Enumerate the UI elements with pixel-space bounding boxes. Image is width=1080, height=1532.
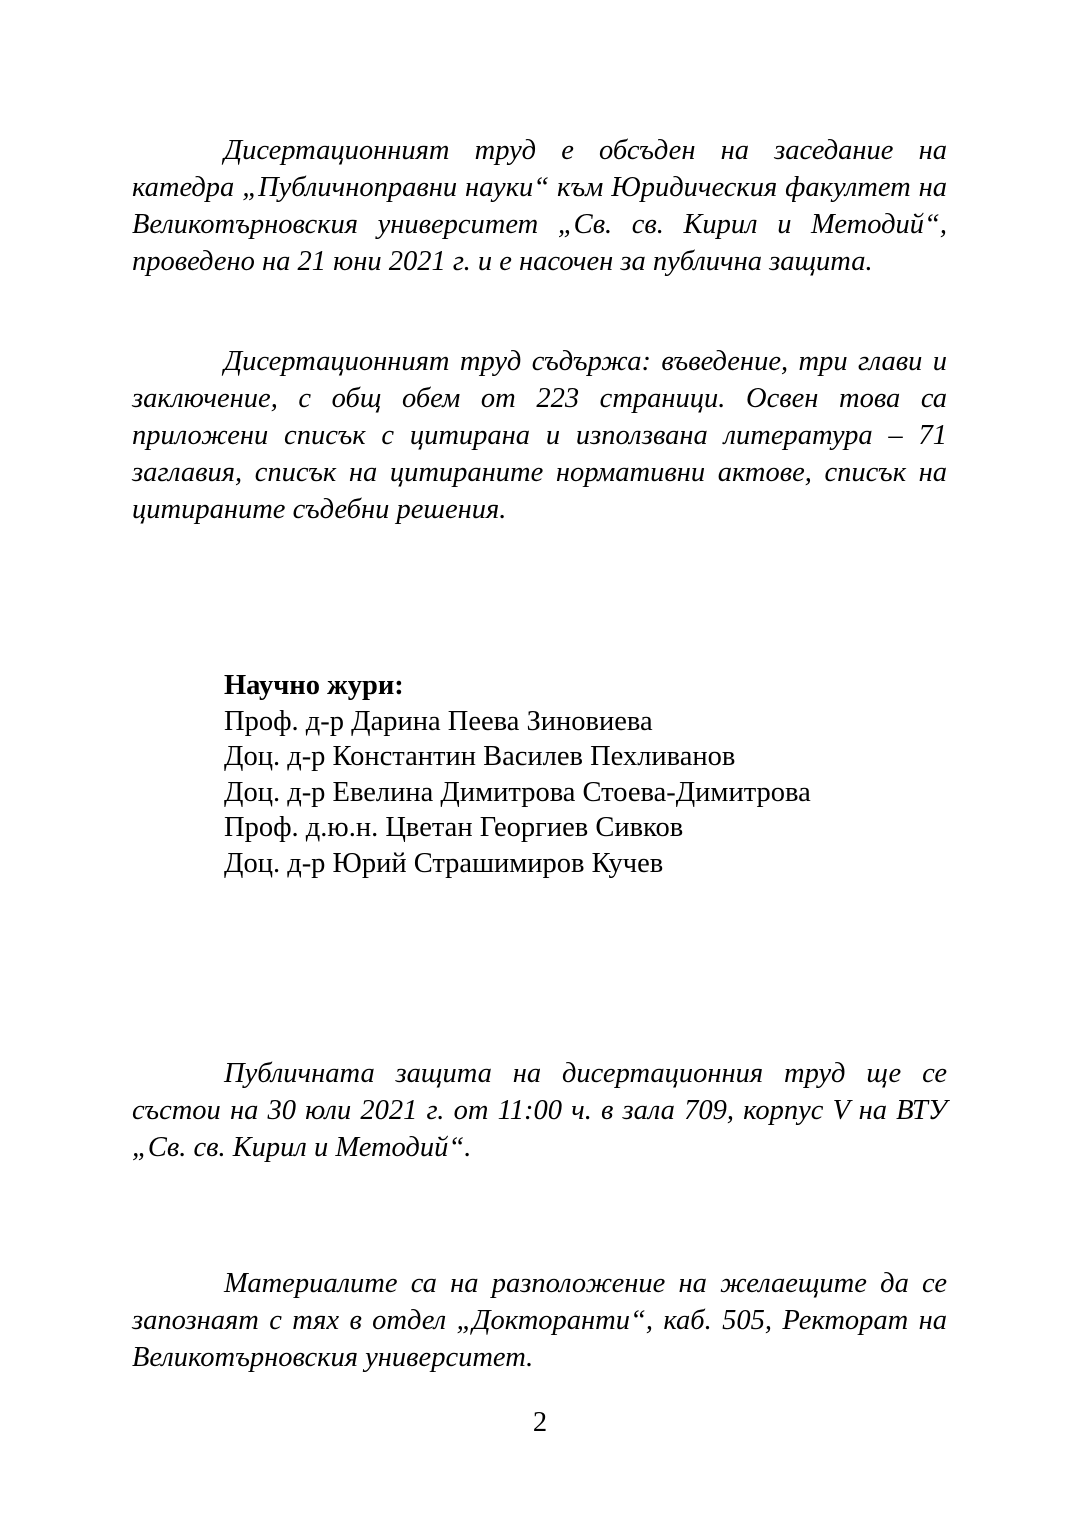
jury-member: Проф. д.ю.н. Цветан Георгиев Сивков [224,812,684,843]
jury-member: Доц. д-р Константин Василев Пехливанов [224,741,736,772]
jury-member: Проф. д-р Дарина Пеева Зиновиева [224,705,653,737]
scientific-jury [224,668,811,881]
contents-paragraph: Дисертационният труд съдържа: въведение, три глави и заключение, с общ обем от 223 страници. Освен това са приложени списък с цитирана и използвана литература – 71 заглавия, списък на цитираните нормативни актове, списък на цитираните съдебни решения. [132,346,947,525]
jury-member: Доц. д-р Евелина Димитрова Стоева-Димитрова [224,776,811,808]
page-number: 2 [532,1407,548,1438]
defense-paragraph: Публичната защита на дисертационния труд ще се състои на 30 юли 2021 г. от 11:00 ч. в зала 709, корпус V на ВТУ „Св. св. Кирил и Методий“. [132,1058,947,1163]
discussion-paragraph: Дисертационният труд е обсъден на заседание на катедра „Публичноправни науки“ към Юридическия факултет на Великотърновския университет „Св. св. Кирил и Методий“, проведено на 21 юни 2021 г. и е насочен за публична защита. [132,135,947,277]
materials-paragraph: Материалите са на разположение на желаещите да се запознаят с тях в отдел „Докторанти“, каб. 505, Ректорат на Великотърновския университет. [132,1268,947,1373]
jury-member: Доц. д-р Юрий Страшимиров Кучев [224,847,664,879]
jury-heading: Научно жури: [224,670,404,701]
